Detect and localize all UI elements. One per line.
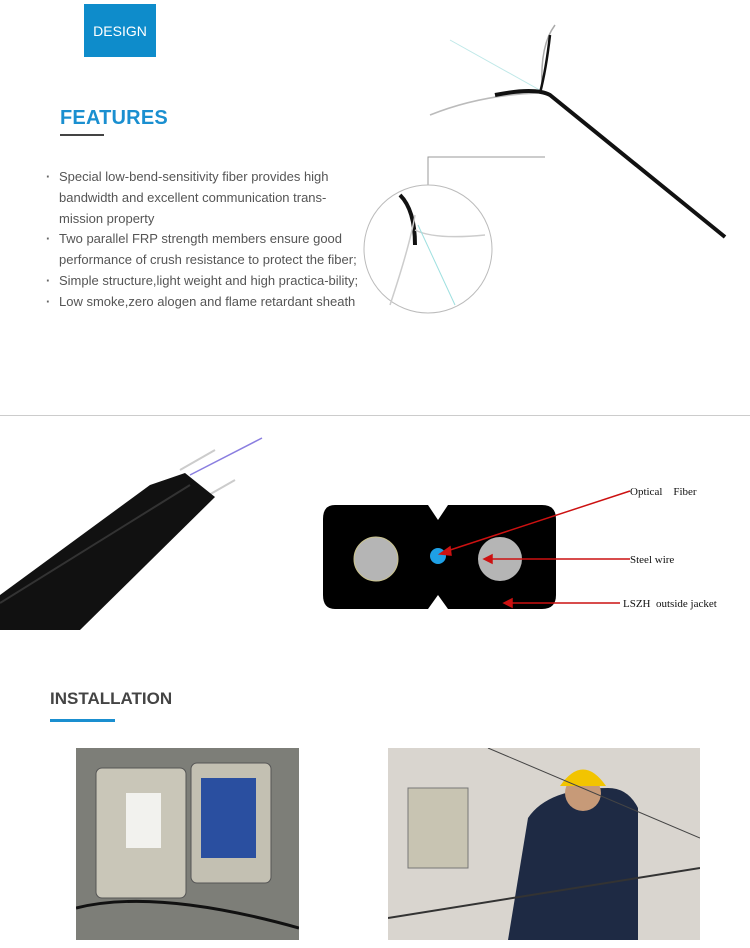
feature-item: · Low smoke,zero alogen and flame retardant sheath <box>46 292 361 313</box>
steel-wire <box>354 537 398 581</box>
cable-bend-illustration <box>360 15 750 325</box>
installation-underline <box>50 719 115 722</box>
cable-jacket <box>495 91 725 237</box>
design-badge: DESIGN <box>84 4 156 57</box>
installation-photo-terminal-box <box>76 748 299 940</box>
installation-photo-technician <box>388 748 700 940</box>
label-optical-fiber: Optical Fiber <box>630 486 697 498</box>
strength-member <box>430 93 538 115</box>
label-jacket: LSZH outside jacket <box>623 598 717 610</box>
drop-cable-image <box>0 435 270 635</box>
features-list <box>46 167 361 313</box>
feature-item: · Simple structure,light weight and high practica-bility; <box>46 271 361 292</box>
feature-item: · Special low-bend-sensitivity fiber provides high bandwidth and excellent communication trans-mission property <box>46 167 361 229</box>
feature-item: · Two parallel FRP strength members ensure good performance of crush resistance to protect the fiber; <box>46 229 361 271</box>
optical-fiber <box>430 548 446 564</box>
features-title: FEATURES <box>60 107 168 129</box>
fiber-strand <box>450 40 545 93</box>
features-underline <box>60 134 104 136</box>
callout-line <box>428 157 545 187</box>
detail-magnifier <box>364 185 492 313</box>
section-divider <box>0 415 750 416</box>
label-steel-wire: Steel wire <box>630 554 675 566</box>
installation-title: INSTALLATION <box>50 689 173 708</box>
cable-cross-section <box>320 470 750 620</box>
